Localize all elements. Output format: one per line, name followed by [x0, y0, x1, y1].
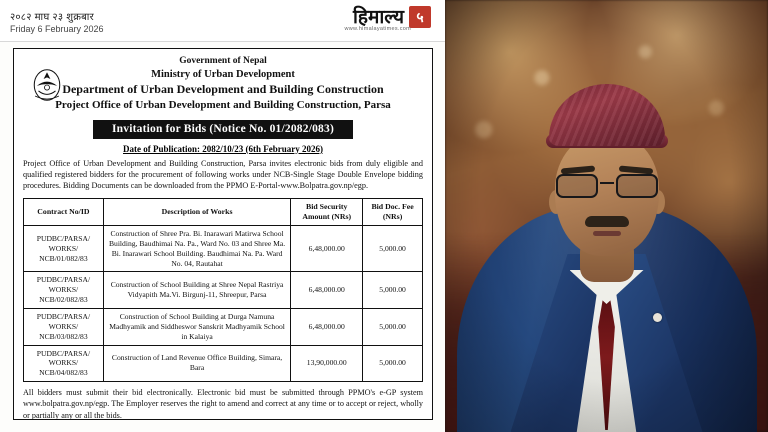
column-header-bid-doc-fee: Bid Doc. Fee (NRs) — [363, 198, 423, 225]
cell-contract-id: PUDBC/PARSA/ WORKS/ NCB/02/082/83 — [24, 272, 104, 309]
government-heading — [23, 56, 423, 113]
bids-table — [23, 198, 423, 382]
cell-bid-security: 6,48,000.00 — [291, 308, 363, 345]
cell-contract-id: PUDBC/PARSA/ WORKS/ NCB/01/082/83 — [24, 225, 104, 271]
person-figure — [445, 0, 768, 432]
lapel-pin-icon — [653, 313, 662, 322]
official-portrait-photo — [445, 0, 768, 432]
column-header-contract: Contract No/ID — [24, 198, 104, 225]
page-number-badge: ५ — [409, 6, 431, 28]
tender-notice — [13, 48, 433, 420]
brand-logo — [353, 6, 431, 28]
gov-line-2: Ministry of Urban Development — [151, 68, 295, 80]
cell-description: Construction of School Building at Shree Nepal Rastriya Vidyapith Ma.Vi. Birgunj-11, Shreepur, Parsa — [103, 272, 291, 309]
cell-bid-doc-fee: 5,000.00 — [363, 345, 423, 382]
eyeglasses-icon — [555, 174, 659, 200]
gov-line-3: Department of Urban Development and Building Construction — [62, 82, 384, 96]
cell-bid-doc-fee: 5,000.00 — [363, 272, 423, 309]
mustache — [585, 216, 629, 227]
cell-description: Construction of Land Revenue Office Building, Simara, Bara — [103, 345, 291, 382]
invitation-title-ribbon: Invitation for Bids (Notice No. 01/2082/083) — [93, 120, 353, 139]
cell-contract-id: PUDBC/PARSA/ WORKS/ NCB/03/082/83 — [24, 308, 104, 345]
glasses-bridge — [600, 182, 614, 184]
column-header-bid-security: Bid Security Amount (NRs) — [291, 198, 363, 225]
cell-bid-security: 6,48,000.00 — [291, 225, 363, 271]
lens-right — [616, 174, 658, 198]
cell-description: Construction of Shree Pra. Bi. Inarawari Matirwa School Building, Baudhimai Na. Pa., Ward No. 03 and Shree Ma. Bi. Inarawari School Building. Baudhimai Na. Pa. Ward No. 04, Rautahat — [103, 225, 291, 271]
column-header-description: Description of Works — [103, 198, 291, 225]
masthead-bar — [0, 0, 445, 42]
publication-date: Date of Publication: 2082/10/23 (6th February 2026) — [123, 143, 323, 154]
cell-description: Construction of School Building at Durga Namuna Madhyamik and Siddheswor Sanskrit Madhyamik School in Kalaiya — [103, 308, 291, 345]
date-english: Friday 6 February 2026 — [10, 24, 104, 34]
gov-line-1: Government of Nepal — [179, 56, 267, 66]
date-nepali: २०८२ माघ २३ शुक्रबार — [10, 12, 94, 23]
table-header-row — [24, 198, 423, 225]
cell-bid-security: 6,48,000.00 — [291, 272, 363, 309]
mouth — [593, 231, 621, 236]
table-row — [24, 272, 423, 309]
table-row — [24, 345, 423, 382]
cell-contract-id: PUDBC/PARSA/ WORKS/ NCB/04/082/83 — [24, 345, 104, 382]
dhaka-topi — [549, 84, 665, 146]
table-row — [24, 225, 423, 271]
gov-line-4: Project Office of Urban Development and Building Construction, Parsa — [55, 99, 391, 111]
brand-website: www.himalayatimes.com — [344, 26, 411, 32]
cell-bid-security: 13,90,000.00 — [291, 345, 363, 382]
notice-footnote: All bidders must submit their bid electronically. Electronic bid must be submitted through PPMO's e-GP system www.bolpatra.gov.np/egp. The Employer reserves the right to amend and correct at any time or to accept or reject, wholly or partially any or all the bids. — [23, 388, 423, 420]
brand-name: हिमाल्य — [353, 6, 404, 28]
nepal-emblem-icon — [30, 67, 64, 103]
cell-bid-doc-fee: 5,000.00 — [363, 225, 423, 271]
notice-intro-paragraph: Project Office of Urban Development and Building Construction, Parsa invites electronic bids from duly eligible and qualified registered bidders for the procurement of following works under NCB-Single Stage Double Envelope bidding procedures. Bidding Documents can be downloaded from the PPMO E-Portal-www.Bolpatra.gov.np/egp. — [23, 158, 423, 191]
lens-left — [556, 174, 598, 198]
table-row — [24, 308, 423, 345]
cell-bid-doc-fee: 5,000.00 — [363, 308, 423, 345]
